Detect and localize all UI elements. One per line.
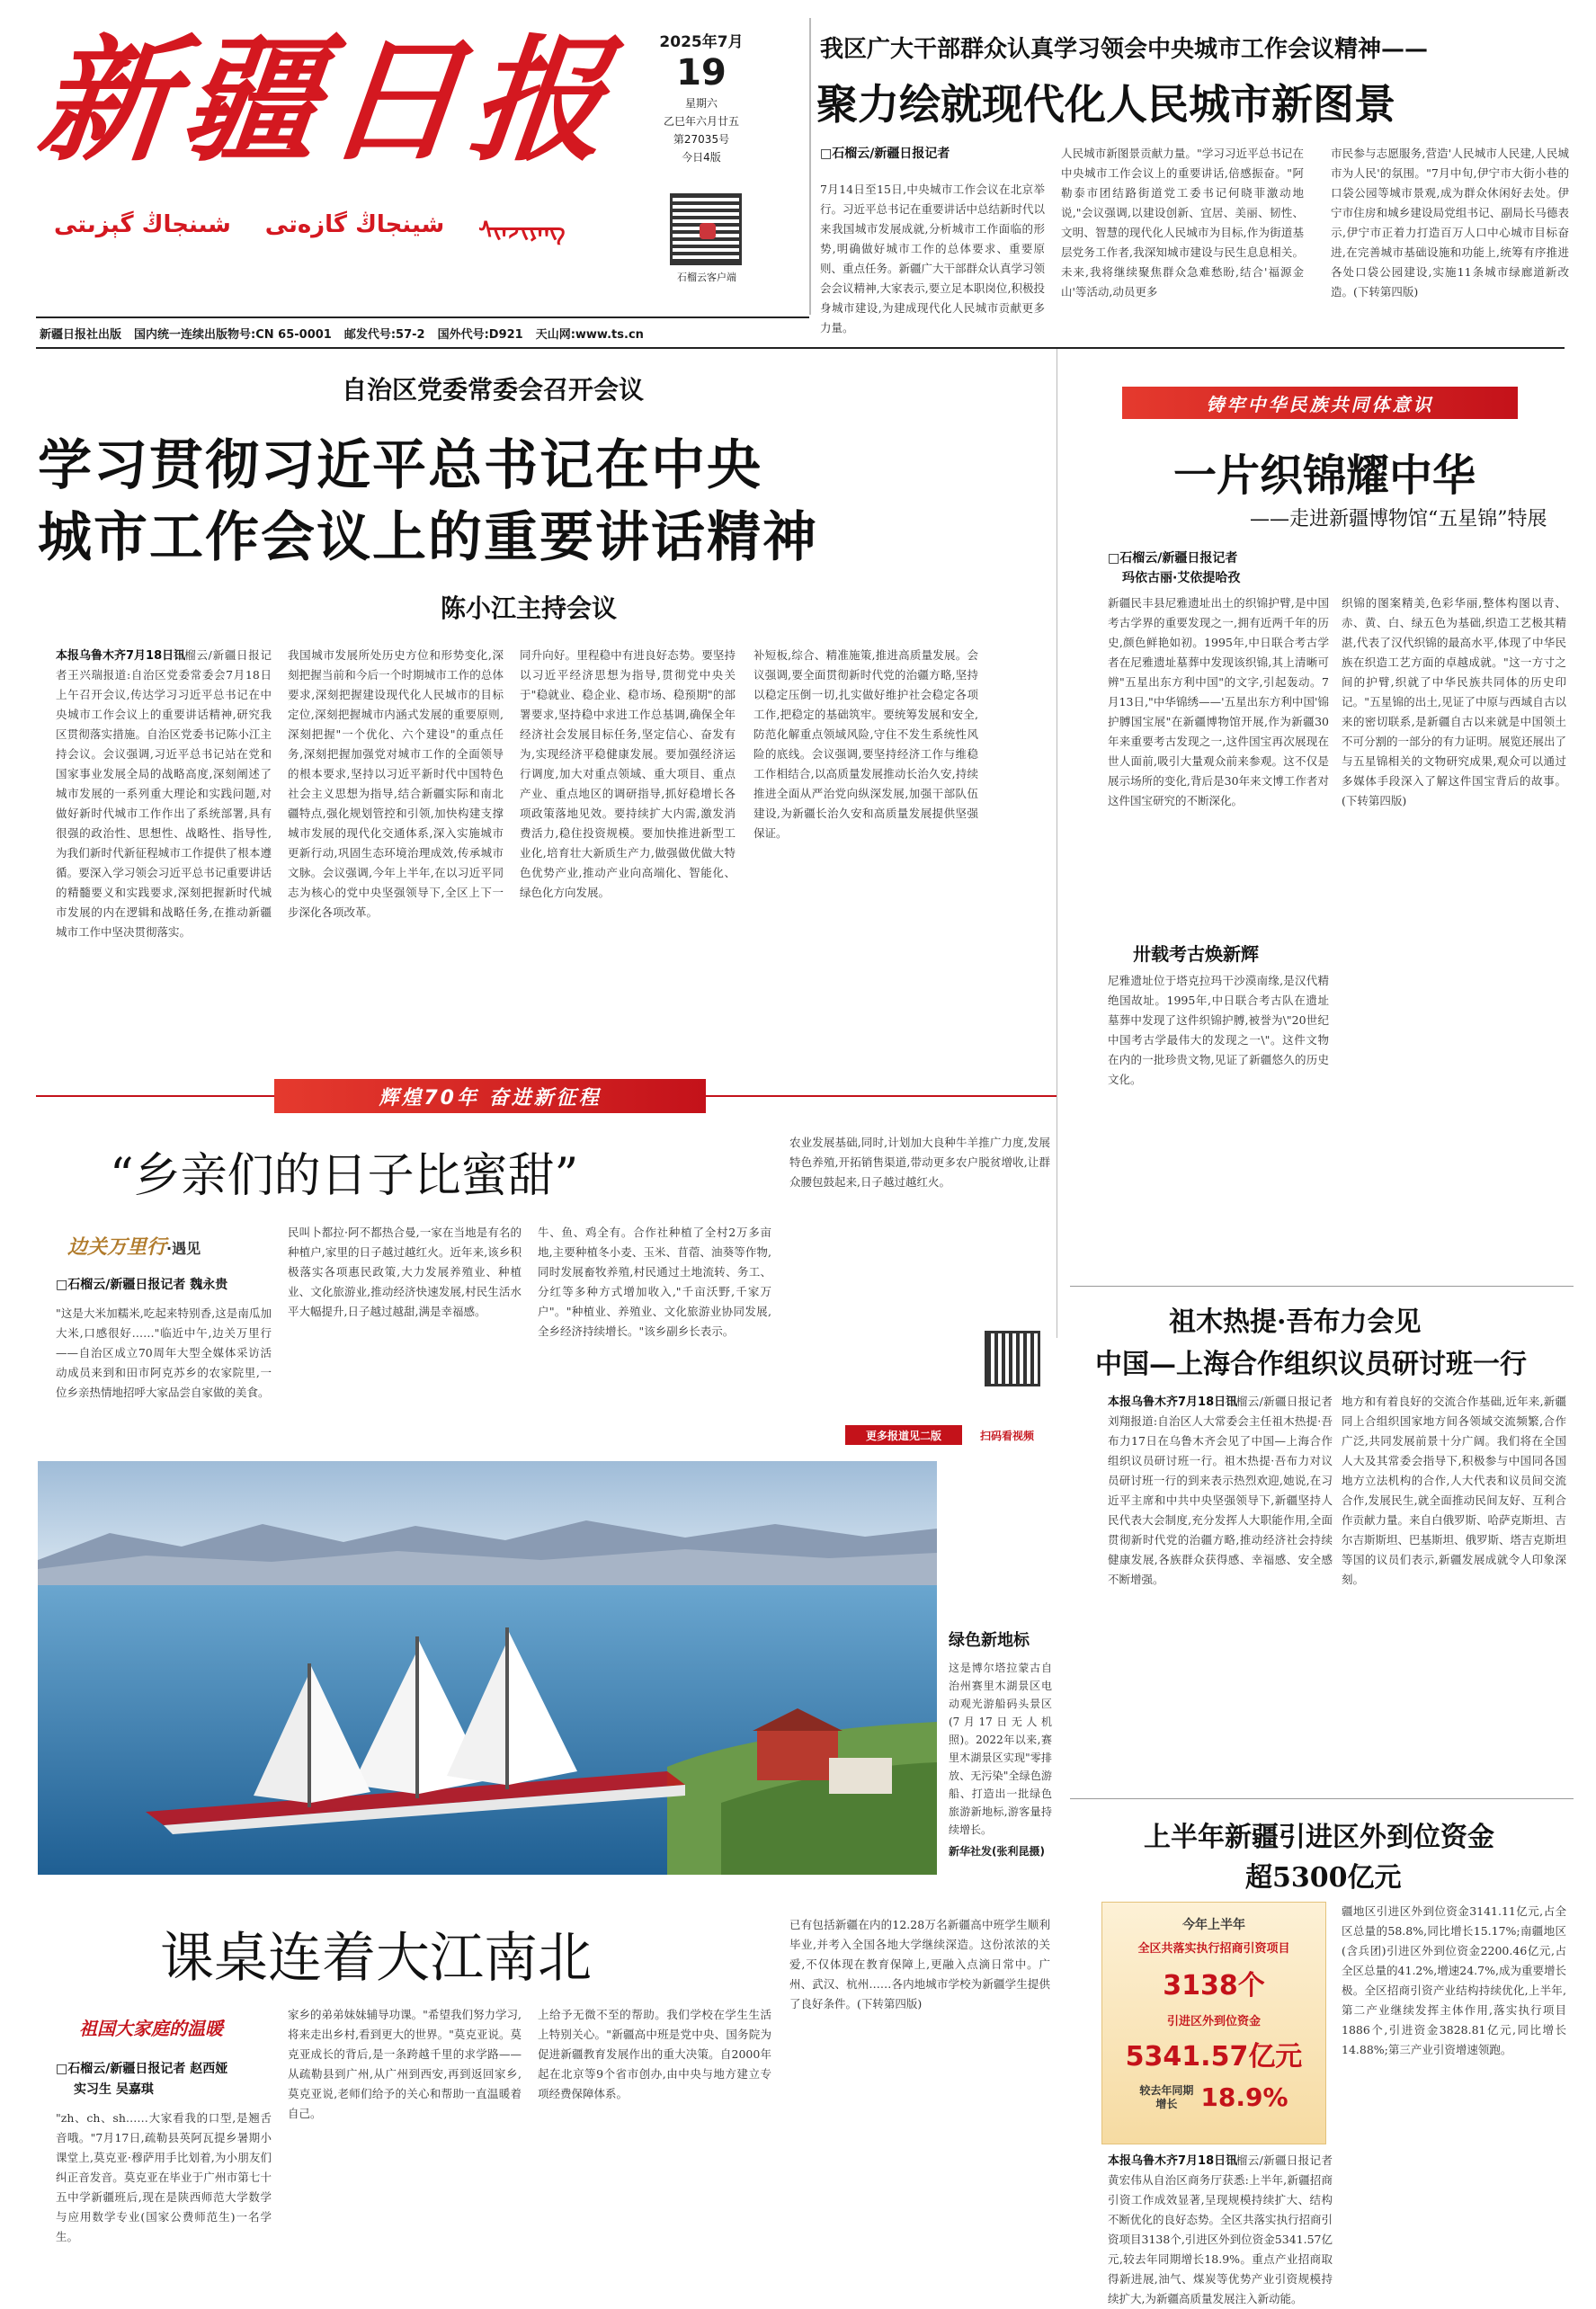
feature2-col-4: 已有包括新疆在内的12.28万名新疆高中班学生顺利毕业,并考入全国各地大学继续深造。这份浓浓的关爱,不仅体现在教育保障上,更融入点滴日常中。广州、武汉、杭州……各内地城市学校为新疆学生提供了良好条件。(下转第四版) xyxy=(789,1918,1050,2010)
photo-caption: 这是博尔塔拉蒙古自治州赛里木湖景区电动观光游船码头景区(7月17日无人机照)。2022年以来,赛里木湖景区实现"零排放、无污染"全绿色游船、打造出一批绿色旅游新地标,游客量持续增长。 xyxy=(949,1662,1052,1836)
page-count: 今日4版 xyxy=(682,151,721,164)
invest-col-1: 疆地区引进区外到位资金3141.11亿元,占全区总量的58.8%,同比增长15.17%;南疆地区(含兵团)引进区外到位资金2200.46亿元,占全区总量的41.2%,增速24.7%,成为重要增长极。全区招商引资产业结构持续优化,上半年,第二产业继续发挥主体作用,落实执行项目1886个,引进资金3828.81亿元,同比增长14.88%;第三产业引资增速领跑。 xyxy=(1342,1904,1566,2056)
feature2-col-1: "zh、ch、sh……大家看我的口型,是翘舌音哦。"7月17日,疏勒县英阿瓦提乡暑期小课堂上,莫克亚·穆萨用手比划着,为小朋友们纠正音发音。莫克亚在毕业于广州市第七十五中学新疆班后,现在是陕西师范大学数学与应用数学专业(国家公费师范生)一名学生。 xyxy=(56,2111,272,2243)
culture-subtitle-2: 卅载考古焕新辉 xyxy=(1133,943,1259,965)
main-col-4: 补短板,综合、精准施策,推进高质量发展。会议强调,要全面贯彻新时代党的治疆方略,坚持以稳定压倒一切,扎实做好维护社会稳定各项工作,把稳定的基础筑牢。要统筹发展和安全,防范化解重点领域风险,守住不发生系统性风险的底线。会议强调,要坚持经济工作与维稳工作相结合,以高质量发展推动长治久安,持续推进全面从严治党向纵深发展,加强干部队伍建设,为新疆长治久安和高质量发展提供坚强保证。 xyxy=(753,648,978,840)
feature1-headline: “乡亲们的日子比蜜甜” xyxy=(110,1149,579,1203)
main-col-2: 我国城市发展所处历史方位和形势变化,深刻把握当前和今后一个时期城市工作的总体要求,深刻把握建设现代化人民城市的目标定位,深刻把握城市内涵式发展的重要原则,深刻把握"一个优化、六个建设"的重点任务,深刻把握加强党对城市工作的全面领导的根本要求,坚持以习近平新时代中国特色社会主义思想为指导,结合新疆实际和南北疆特点,强化规划管控和引领,加快构建支撑城市发展的现代化交通体系,深入实施城市更新行动,巩固生态环境治理成效,传承城市文脉。会议强调,今年上半年,在以习近平同志为核心的党中央坚强领导下,全区上下一步深化各项改革。 xyxy=(288,648,504,919)
feature1-banner: 辉煌70年 奋进新征程 xyxy=(274,1079,706,1113)
date-day: 19 xyxy=(676,52,727,94)
feature1-col-3: 牛、鱼、鸡全有。合作社种植了全村2万多亩地,主要种植冬小麦、玉米、苜蓿、油葵等作物,同时发展畜牧养殖,村民通过土地流转、务工、分红等多种方式增加收入,"千亩沃野,千家万户"。"种植业、养殖业、文化旅游业协同发展,全乡经济持续增长。"该乡副乡长表示。 xyxy=(538,1226,771,1338)
invest-dateline: 本报乌鲁木齐7月18日讯 xyxy=(1108,2154,1238,2168)
invest-headline-1: 上半年新疆引进区外到位资金 xyxy=(1144,1822,1494,1853)
lake-photo xyxy=(38,1461,937,1875)
culture-byline-2: 玛依古丽·艾依提哈孜 xyxy=(1122,571,1241,585)
main-headline-2: 城市工作会议上的重要讲话精神 xyxy=(38,506,818,569)
main-headline-1: 学习贯彻习近平总书记在中央 xyxy=(38,434,762,497)
masthead-title: 新疆日报 xyxy=(31,22,624,180)
culture-col-1b: 尼雅遗址位于塔克拉玛干沙漠南缘,是汉代精绝国故址。1995年,中日联合考古队在遗址墓葬中发现了这件织锦护膊,被誉为\"20世纪中国考古学最伟大的发现之一\"。这件文物在内的一批珍贵文物,见证了新疆悠久的历史文化。 xyxy=(1108,974,1329,1086)
feature1-byline: □石榴云/新疆日报记者 魏永贵 xyxy=(56,1278,228,1292)
culture-byline-1: □石榴云/新疆日报记者 xyxy=(1108,551,1238,566)
masthead-script-row xyxy=(54,202,584,247)
more-reports-button[interactable]: 更多报道见二版 xyxy=(845,1425,962,1445)
photo-credit: 新华社发(张利昆摄) xyxy=(949,1845,1045,1858)
lead-kicker: 我区广大干部群众认真学习领会中央城市工作会议精神—— xyxy=(820,36,1429,63)
invest-col-2: 石榴云/新疆日报记者黄宏伟从自治区商务厅获悉:上半年,新疆招商引资工作成效显著,呈现规模持续扩大、结构不断优化的良好态势。全区共落实执行招商引资项目3138个,引进区外到位资金5341.57亿元,较去年同期增长18.9%。重点产业招商取得新进展,油气、煤炭等优势产业引资规模持续扩大,为新疆高质量发展注入新动能。 xyxy=(1108,2153,1333,2305)
main-subhead: 陈小江主持会议 xyxy=(441,593,618,623)
culture-col-1: 新疆民丰县尼雅遗址出土的织锦护臂,是中国考古学界的重要发现之一,拥有近两千年的历史,颜色鲜艳如初。1995年,中日联合考古学者在尼雅遗址墓葬中发现该织锦,其上清晰可辨"五星出东方利中国"的文字,引起轰动。7月13日,"中华锦绣——'五星出东方利中国'锦护膊国宝展"在新疆博物馆开展,作为新疆30年来重要考古发现之一,这件国宝再次展现在世人面前,吸引大量观众前来参观。这不仅是展示场所的变化,背后是30年来文博工作者对这件国宝研究的不断深化。 xyxy=(1108,596,1329,807)
culture-headline: 一片织锦耀中华 xyxy=(1173,450,1476,501)
kazakh-title: شينجاڭ گازەتى xyxy=(264,211,445,238)
feature2-col-3: 上给予无微不至的帮助。我们学校在学生生活上特别关心。"新疆高中班是党中央、国务院为促进新疆教育发展作出的重大决策。自2000年起在北京等9个省市创办,由中央与地方建立专项经费保障体系。 xyxy=(538,2008,771,2100)
card-value-2: 5341.57亿元 xyxy=(1125,2041,1303,2073)
meeting-headline-1: 祖木热提·吾布力会见 xyxy=(1169,1306,1422,1338)
meeting-col-1: 石榴云/新疆日报记者刘翔报道:自治区人大常委会主任祖木热提·吾布力17日在乌鲁木齐会见了中国—上海合作组织议员研讨班一行。祖木热提·吾布力对议员研讨班一行的到来表示热烈欢迎,她说,在习近平主席和中共中央坚强领导下,新疆坚持人民代表大会制度,充分发挥人大职能作用,全面贯彻新时代党的治疆方略,推动经济社会持续健康发展,各族群众获得感、幸福感、安全感不断增强。 xyxy=(1108,1395,1333,1586)
issue-number: 第27035号 xyxy=(673,133,730,146)
feature1-qr[interactable] xyxy=(985,1331,1040,1386)
lake-photo-image xyxy=(38,1461,937,1875)
feature2-byline-1: □石榴云/新疆日报记者 赵西娅 xyxy=(56,2062,228,2076)
invest-card xyxy=(1101,1902,1326,2144)
feature2-headline: 课桌连着大江南北 xyxy=(160,1927,592,1990)
info-bar: 新疆日报社出版 国内统一连续出版物号:CN 65-0001 邮发代号:57-2 国外代号:D921 天山网:www.ts.cn xyxy=(40,327,644,342)
weekday: 星期六 xyxy=(684,97,718,110)
feature2-col-2: 家乡的弟弟妹妹辅导功课。"希望我们努力学习,将来走出乡村,看到更大的世界。"莫克亚说。莫克亚成长的背后,是一条跨越千里的求学路——从疏勒县到广州,从广州到西安,再到返回家乡,莫克亚说,老师们给予的关心和帮助一直温暖着自己。 xyxy=(288,2008,522,2120)
feature1-col-4: 农业发展基础,同时,计划加大良种牛羊推广力度,发展特色养殖,开拓销售渠道,带动更多农户脱贫增收,让群众腰包鼓起来,日子越过越红火。 xyxy=(789,1136,1050,1189)
main-kicker: 自治区党委常委会召开会议 xyxy=(342,375,645,405)
feature2-byline-2: 实习生 吴嘉琪 xyxy=(74,2082,154,2097)
qr-code[interactable] xyxy=(670,193,742,265)
lunar-date: 乙巳年六月廿五 xyxy=(663,115,739,128)
main-dateline: 本报乌鲁木齐7月18日讯 xyxy=(56,649,186,663)
masthead xyxy=(0,0,1596,405)
main-col-1: 石榴云/新疆日报记者王兴瑞报道:自治区党委常委会7月18日上午召开会议,传达学习习近平总书记在中央城市工作会议上的重要讲话精神,研究我区贯彻落实措施。自治区党委书记陈小江主持会议。会议强调,习近平总书记站在党和国家事业发展全局的战略高度,深刻阐述了城市发展的一系列重大理论和实践问题,对做好新时代城市工作作出了系统部署,具有很强的政治性、思想性、战略性、指导性,为我们新时代新征程城市工作提供了根本遵循。要深入学习领会习近平总书记重要讲话的精髓要义和实践要求,深刻把握新时代城市发展的内在逻辑和战略任务,在推动新疆城市工作中坚决贯彻落实。 xyxy=(56,648,272,939)
lead-headline: 聚力绘就现代化人民城市新图景 xyxy=(816,80,1395,129)
main-col-3: 同升向好。里程稳中有进良好态势。要坚持以习近平经济思想为指导,贯彻党中央关于"稳就业、稳企业、稳市场、稳预期"的部署要求,坚持稳中求进工作总基调,确保全年经济社会发展目标任务,坚定信心、奋发有为,实现经济平稳健康发展。要加强经济运行调度,加大对重点领域、重大项目、重点产业、重点地区的调研指导,抓好稳增长各项政策落地见效。要持续扩大内需,激发消费活力,稳住投资规模。要加快推进新型工业化,培育壮大新质生产力,做强做优做大特色优势产业,推动产业向高端化、智能化、绿色化方向发展。 xyxy=(520,648,736,899)
culture-col-2: 织锦的图案精美,色彩华丽,整体构图以青、赤、黄、白、绿五色为基础,织造工艺极其精湛,代表了汉代织锦的最高水平,体现了中华民族在织造工艺方面的卓越成就。"这一方寸之间的护臂,织就了中华民族共同体的历史印记。"五星锦的出土,见证了中原与西域自古以来的密切联系,是新疆自古以来就是中国领土不可分割的一部分的有力证明。展览还展出了与五星锦相关的文物研究成果,观众可以通过多媒体手段深入了解这件国宝背后的故事。(下转第四版) xyxy=(1342,596,1567,807)
photo-title: 绿色新地标 xyxy=(949,1631,1030,1650)
lead-col-3: 市民参与志愿服务,营造'人民城市人民建,人民城市为人民'的氛围。"7月中旬,伊宁市大街小巷的口袋公园等城市景观,成为群众休闲好去处。伊宁市住房和城乡建设局党组书记、副局长马德表示,伊宁市正着力打造百万人口中心城市目标奋进,在完善城市基础设施和功能上,统筹有序推进各处口袋公园建设,实施11条城市绿廊道新改造。(下转第四版) xyxy=(1331,147,1569,299)
lead-col-1: 7月14日至15日,中央城市工作会议在北京举行。习近平总书记在重要讲话中总结新时代以来我国城市发展成就,分析城市工作面临的形势,明确做好城市工作的总体要求、重要原则、重点任务。新疆广大干部群众认真学习领会会议精神,大家表示,要立足本职岗位,积极投身城市建设,为建成现代化人民城市贡献更多力量。 xyxy=(820,183,1046,334)
invest-headline-2: 超5300亿元 xyxy=(1245,1862,1402,1894)
lead-byline: □石榴云/新疆日报记者 xyxy=(820,147,950,161)
card-line-1: 全区共落实执行招商引资项目 xyxy=(1137,1942,1290,1956)
feature1-col-2: 民叫卜都拉·阿不都热合曼,一家在当地是有名的种植户,家里的日子越过越红火。近年来,该乡积极落实各项惠民政策,大力发展养殖业、种植业、文化旅游业,推动经济快速发展,村民生活水平大幅提升,日子越过越甜,满是幸福感。 xyxy=(288,1226,522,1318)
feature1-column-logo: 边关万里行·遇见 xyxy=(67,1236,201,1259)
lead-col-2: 人民城市新图景贡献力量。"学习习近平总书记在中央城市工作会议上的重要讲话,倍感振奋。"阿勒泰市团结路街道党工委书记何晓菲激动地说,"会议强调,以建设创新、宜居、美丽、韧性、文明、智慧的现代化人民城市为目标,作为街道基层党务工作者,我深知城市建设与民生息息相关。未来,我将继续聚焦群众急难愁盼,结合'福源金山'等活动,动员更多 xyxy=(1061,147,1304,299)
card-value-1: 3138个 xyxy=(1163,1970,1265,2001)
scan-video-label: 扫码看视频 xyxy=(980,1430,1035,1442)
date-year-month: 2025年7月 xyxy=(659,33,744,51)
uyghur-title: شىنجاڭ گېزىتى xyxy=(54,211,231,238)
qr-caption: 石榴云客户端 xyxy=(677,272,736,283)
date-block xyxy=(638,29,764,166)
meeting-headline-2: 中国—上海合作组织议员研讨班一行 xyxy=(1095,1349,1527,1380)
card-line-2: 引进区外到位资金 xyxy=(1166,2015,1261,2028)
meeting-col-2: 地方和有着良好的交流合作基础,近年来,新疆同上合组织国家地方间各领域交流频繁,合作广泛,共同发展前景十分广阔。我们将在全国人大及其常委会指导下,积极参与中国同各国地方立法机构的合作,人大代表和议员间交流合作,发展民生,就全面推动民间友好、互利合作贡献力量。来自白俄罗斯、哈萨克斯坦、吉尔吉斯斯坦、巴基斯坦、俄罗斯、塔吉克斯坦等国的议员们表示,新疆发展成就令人印象深刻。 xyxy=(1342,1395,1567,1586)
mongol-title: ᠰᠢᠨᠵᠢᠶᠠᠩ xyxy=(478,218,566,245)
culture-banner: 铸牢中华民族共同体意识 xyxy=(1122,387,1518,419)
card-title: 今年上半年 xyxy=(1182,1918,1245,1932)
card-value-3: 18.9% xyxy=(1200,2082,1288,2112)
feature2-tag: 祖国大家庭的温暖 xyxy=(79,2018,223,2039)
culture-subhead: ——走进新疆博物馆“五星锦”特展 xyxy=(1250,508,1547,530)
feature1-col-1: "这是大米加糯米,吃起来特别香,这是南瓜加大米,口感很好……"临近中午,边关万里行——自治区成立70周年大型全媒体采访活动成员来到和田市阿克苏乡的农家院里,一位乡亲热情地招呼大家品尝自家做的美食。 xyxy=(56,1306,272,1399)
card-line-3: 较去年同期增长 xyxy=(1139,2083,1194,2110)
meeting-dateline: 本报乌鲁木齐7月18日讯 xyxy=(1108,1395,1238,1409)
